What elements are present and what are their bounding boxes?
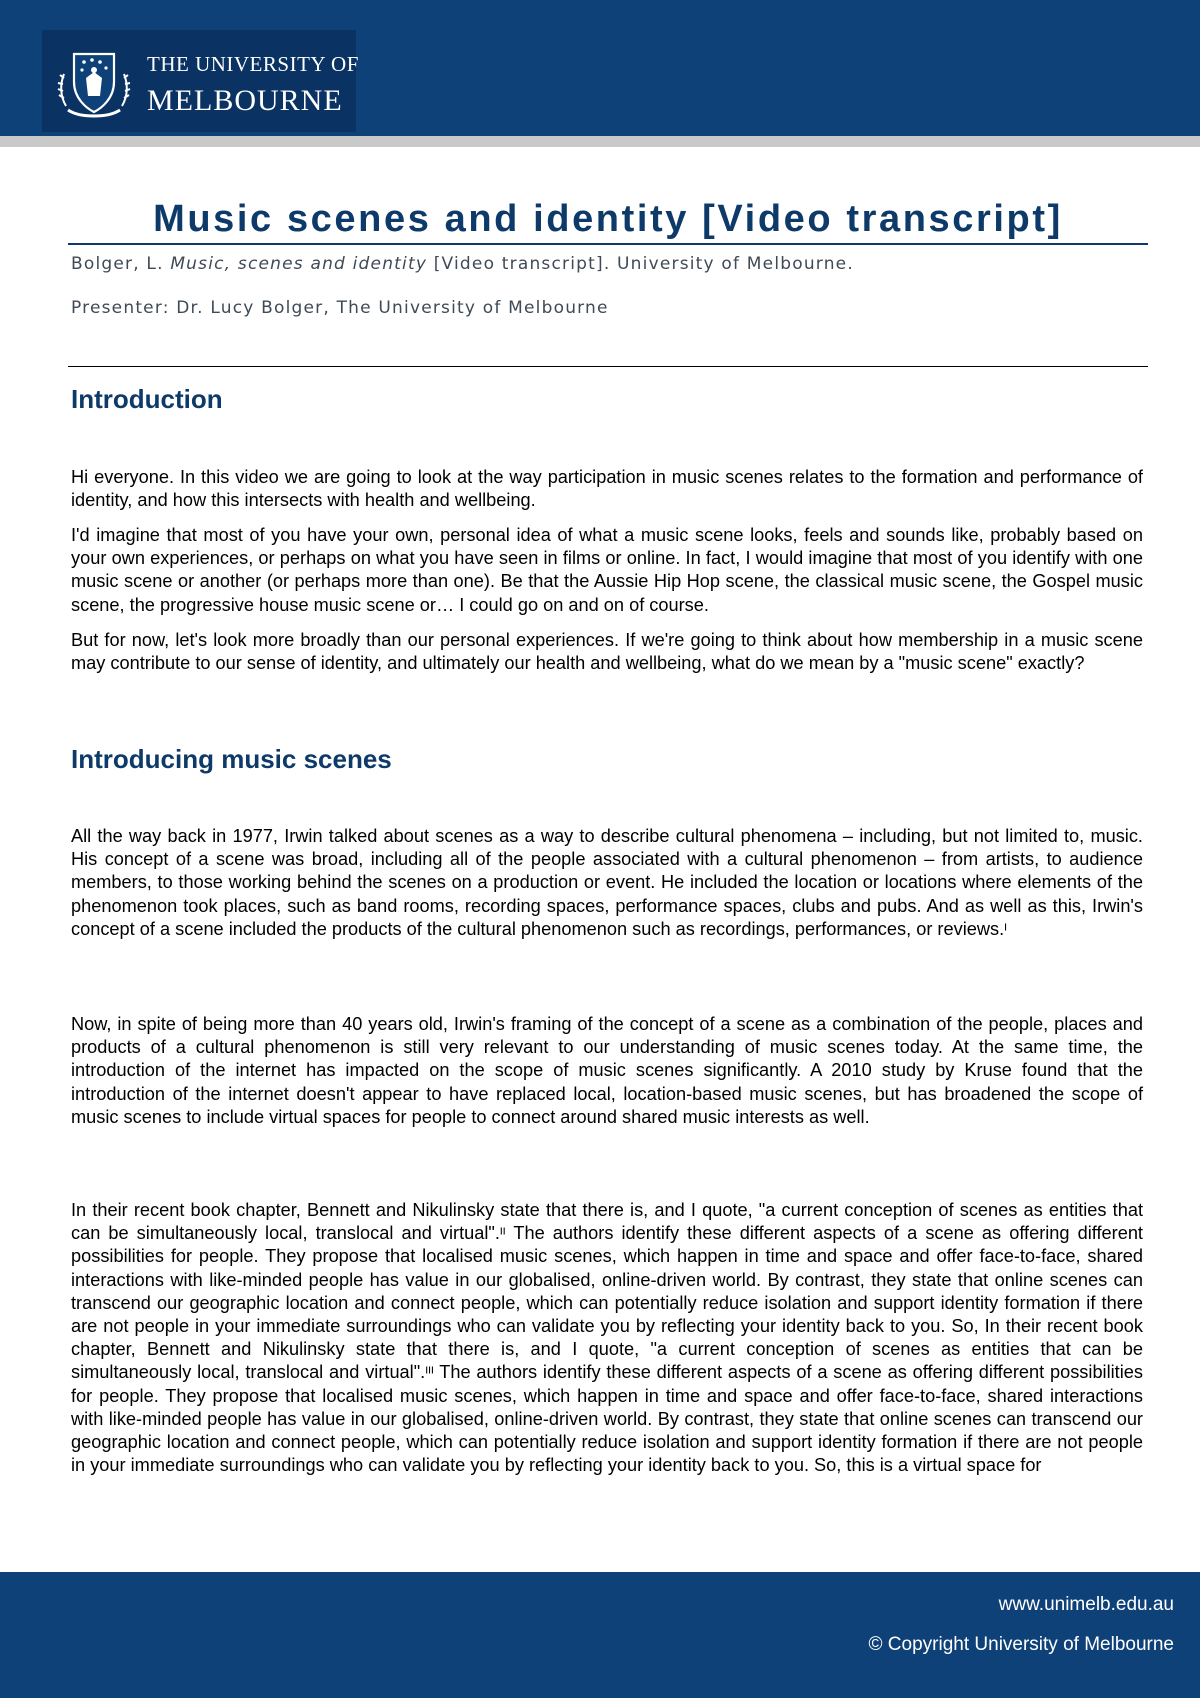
paragraph: Hi everyone. In this video we are going to look at the way participation in music scenes relates to the formation and performance of identity, and how this intersects with health and wellbeing. bbox=[71, 467, 1143, 511]
title-underline bbox=[68, 243, 1148, 245]
paragraph: But for now, let's look more broadly than our personal experiences. If we're going to think about how membership in a music scene may contribute to our sense of identity, and ultimately our health and wellbeing, what do we mean by a "music scene" exactly? bbox=[71, 630, 1143, 674]
citation-author: Bolger, L. bbox=[71, 254, 171, 274]
paragraph: I'd imagine that most of you have your own, personal idea of what a music scene looks, feels and sounds like, probably based on your own experiences, or perhaps on what you have seen in films or online. In fact, I would imagine that most of you identify with one music scene or another (or perhaps more than one). Be that the Aussie Hip Hop scene, the classical music scene, the Gospel music scene, the progressive house music scene or… I could go on and on of course. bbox=[71, 525, 1143, 615]
citation bbox=[71, 254, 854, 274]
citation-work-title: Music, scenes and identity bbox=[170, 254, 428, 274]
logo-text-university-of: THE UNIVERSITY OF bbox=[147, 52, 359, 76]
paragraph: In their recent book chapter, Bennett and Nikulinsky state that there is, and I quote, "a current conception of scenes as entities that can be simultaneously local, translocal and virtual".ᶦᶦ The authors identify these different aspects of a scene as offering different possibilities for people. They propose that localised music scenes, which happen in time and space and offer face-to-face, shared interactions with like-minded people has value in our globalised, online-driven world. By contrast, they state that online scenes can transcend our geographic location and connect people, which can potentially reduce isolation and support identity formation if there are not people in your immediate surroundings who can validate you by reflecting your identity back to you. So, In their recent book chapter, Bennett and Nikulinsky state that there is, and I quote, "a current conception of scenes as entities that can be simultaneously local, translocal and virtual".ᶦᶦᶦ The authors identify these different aspects of a scene as offering different possibilities for people. They propose that localised music scenes, which happen in time and space and offer face-to-face, shared interactions with like-minded people has value in our globalised, online-driven world. By contrast, they state that online scenes can transcend our geographic location and connect people, which can potentially reduce isolation and support identity formation if there are not people in your immediate surroundings who can validate you by reflecting your identity back to you. So, this is a virtual space for bbox=[71, 1200, 1143, 1476]
university-crest-icon bbox=[56, 48, 132, 120]
citation-details: [Video transcript]. University of Melbourne. bbox=[427, 254, 854, 274]
footer-website-link[interactable]: www.unimelb.edu.au bbox=[998, 1594, 1174, 1615]
logo-text-melbourne: MELBOURNE bbox=[147, 84, 343, 117]
paragraph: Now, in spite of being more than 40 years old, Irwin's framing of the concept of a scene as a combination of the people, places and products of a cultural phenomenon is still very relevant to our understanding of music scenes today. At the same time, the introduction of the internet has impacted on the scope of music scenes significantly. A 2010 study by Kruse found that the introduction of the internet doesn't appear to have replaced local, location-based music scenes, but has broadened the scope of music scenes to include virtual spaces for people to connect around shared music interests as well. bbox=[71, 1014, 1143, 1127]
document-title: Music scenes and identity [Video transcript] bbox=[153, 198, 1063, 240]
heading-introducing-music-scenes: Introducing music scenes bbox=[71, 744, 392, 774]
footer-band bbox=[0, 1572, 1200, 1698]
footer-copyright: © Copyright University of Melbourne bbox=[868, 1634, 1174, 1655]
heading-introduction: Introduction bbox=[71, 384, 223, 414]
header-rule bbox=[0, 136, 1200, 147]
presenter-line: Presenter: Dr. Lucy Bolger, The University of Melbourne bbox=[71, 298, 609, 318]
section-divider bbox=[68, 366, 1148, 367]
university-logo[interactable] bbox=[42, 30, 359, 132]
paragraph: All the way back in 1977, Irwin talked about scenes as a way to describe cultural phenomena – including, but not limited to, music. His concept of a scene was broad, including all of the people associated with a cultural phenomenon – from artists, to audience members, to those working behind the scenes on a production or event. He included the location or locations where elements of the phenomenon took places, such as band rooms, recording spaces, performance spaces, clubs and pubs. And as well as this, Irwin's concept of a scene included the products of the cultural phenomenon such as recordings, performances, or reviews.ᶦ bbox=[71, 826, 1143, 939]
